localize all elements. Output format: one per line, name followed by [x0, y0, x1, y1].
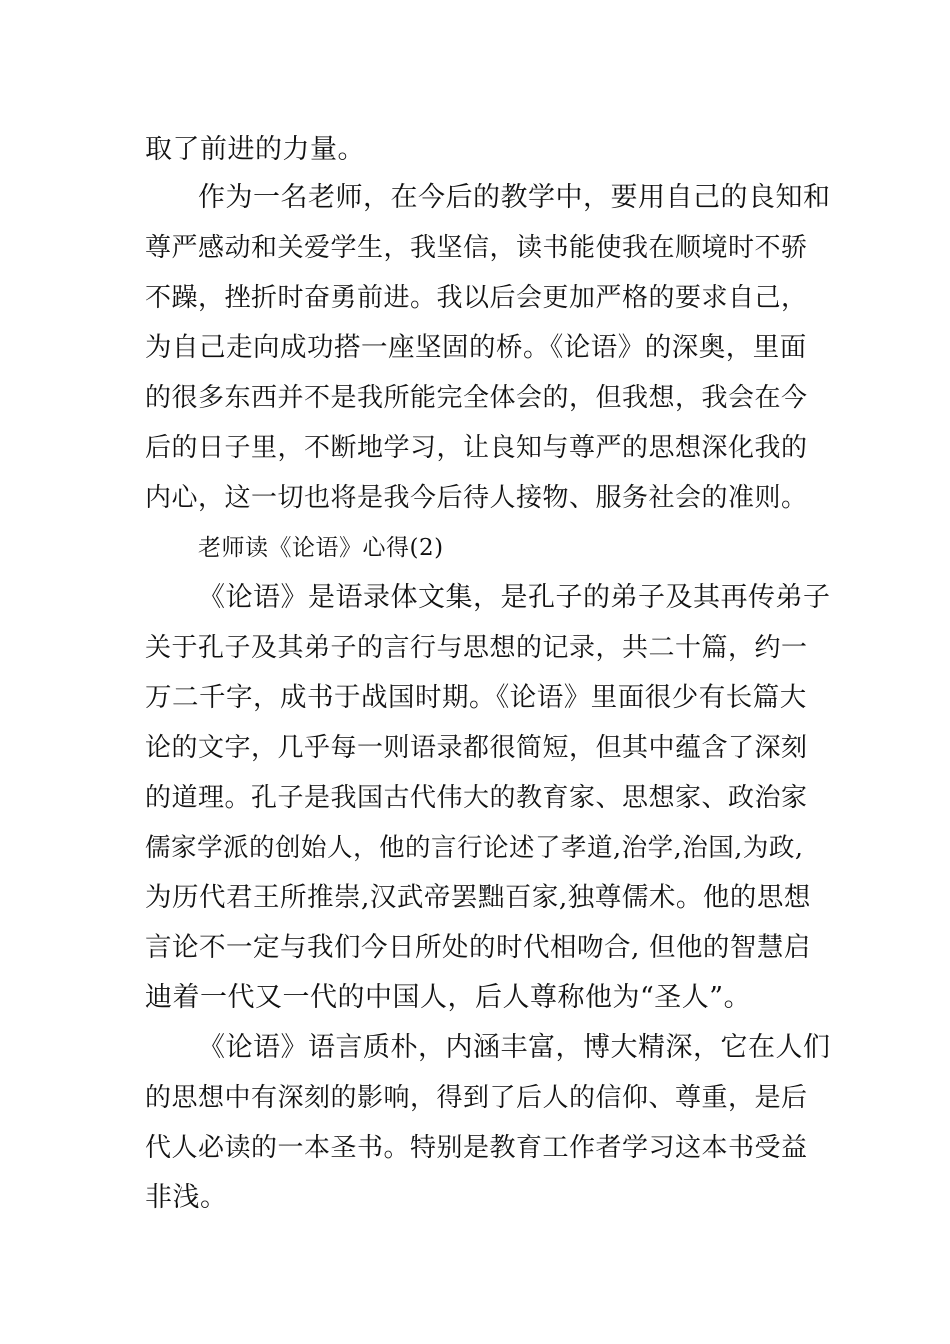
- section-heading: 老师读《论语》心得(2): [198, 535, 444, 561]
- text-line: 迪着一代又一代的中国人，后人尊称他为“圣人”。: [145, 982, 752, 1013]
- text-line: 为历代君王所推崇,汉武帝罢黜百家,独尊儒术。他的思想: [145, 882, 811, 913]
- text-line: 尊严感动和关爱学生，我坚信，读书能使我在顺境时不骄: [145, 233, 808, 263]
- text-line: 取了前进的力量。: [145, 134, 365, 165]
- text-line: 非浅。: [145, 1182, 228, 1213]
- text-line: 的思想中有深刻的影响，得到了后人的信仰、尊重，是后: [145, 1083, 808, 1113]
- paragraph-first-line: 《论语》语言质朴，内涵丰富，博大精深，它在人们: [198, 1032, 831, 1063]
- text-line: 为自己走向成功搭一座坚固的桥。《论语》的深奥，里面: [145, 332, 807, 363]
- text-line: 代人必读的一本圣书。特别是教育工作者学习这本书受益: [145, 1133, 808, 1163]
- text-line: 的道理。孔子是我国古代伟大的教育家、思想家、政治家: [145, 783, 808, 813]
- text-line: 言论不一定与我们今日所处的时代相吻合, 但他的智慧启: [145, 932, 811, 963]
- paragraph-first-line: 《论语》是语录体文集，是孔子的弟子及其再传弟子: [198, 582, 831, 613]
- text-line: 后的日子里，不断地学习，让良知与尊严的思想深化我的: [145, 433, 808, 463]
- text-line: 儒家学派的创始人，他的言行论述了孝道,治学,治国,为政,: [145, 833, 804, 863]
- text-line: 不躁，挫折时奋勇前进。我以后会更加严格的要求自己，: [145, 283, 808, 313]
- paragraph-first-line: 作为一名老师，在今后的教学中，要用自己的良知和: [198, 182, 831, 213]
- text-line: 关于孔子及其弟子的言行与思想的记录，共二十篇，约一: [145, 633, 808, 663]
- text-line: 内心，这一切也将是我今后待人接物、服务社会的准则。: [145, 483, 808, 513]
- text-line: 论的文字，几乎每一则语录都很简短，但其中蕴含了深刻: [145, 733, 808, 763]
- text-line: 万二千字，成书于战国时期。《论语》里面很少有长篇大: [145, 682, 807, 713]
- text-line: 的很多东西并不是我所能完全体会的，但我想，我会在今: [145, 383, 808, 413]
